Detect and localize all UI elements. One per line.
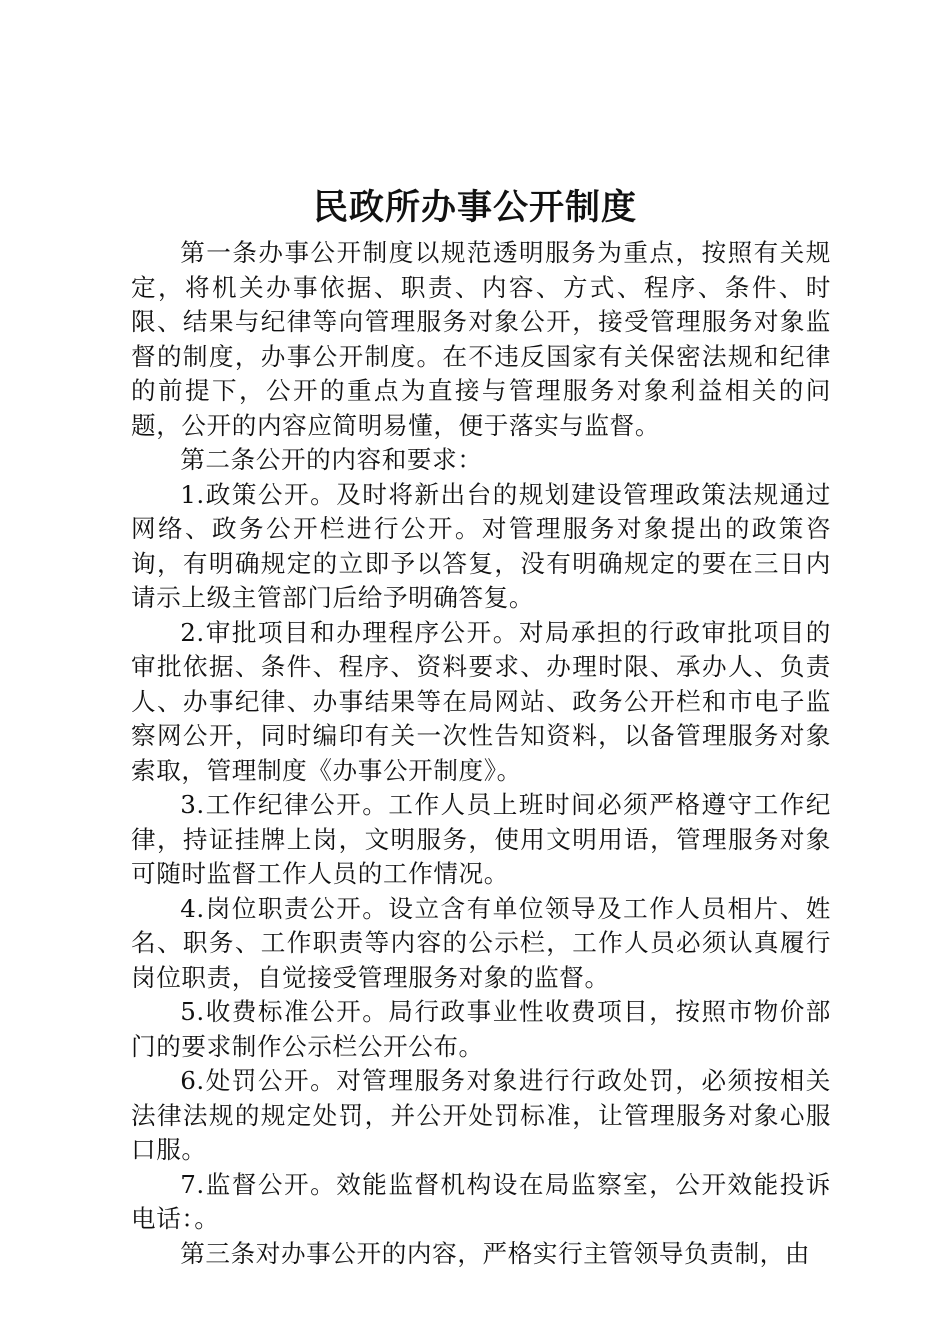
paragraph-item-6: 6.处罚公开。对管理服务对象进行行政处罚，必须按相关法律法规的规定处罚，并公开处罚标准，让管理服务对象心服口服。 <box>131 1066 831 1164</box>
paragraph-item-4: 4.岗位职责公开。设立含有单位领导及工作人员相片、姓名、职务、工作职责等内容的公示栏，工作人员必须认真履行岗位职责，自觉接受管理服务对象的监督。 <box>131 893 831 992</box>
paragraph-article-1: 第一条办事公开制度以规范透明服务为重点，按照有关规定，将机关办事依据、职责、内容、方式、程序、条件、时限、结果与纪律等向管理服务对象公开，接受管理服务对象监督的制度，办事公开制度。在不违反国家有关保密法规和纪律的前提下，公开的重点为直接与管理服务对象利益相关的问题，公开的内容应简明易懂，便于落实与监督。 <box>131 238 831 440</box>
paragraph-item-3: 3.工作纪律公开。工作人员上班时间必须严格遵守工作纪律，持证挂牌上岗，文明服务，使用文明用语，管理服务对象可随时监督工作人员的工作情况。 <box>131 790 831 888</box>
paragraph-item-2: 2.审批项目和办理程序公开。对局承担的行政审批项目的审批依据、条件、程序、资料要求、办理时限、承办人、负责人、办事纪律、办事结果等在局网站、政务公开栏和市电子监察网公开，同时编印有关一次性告知资料，以备管理服务对象索取，管理制度《办事公开制度》。 <box>131 617 831 785</box>
paragraph-item-1: 1.政策公开。及时将新出台的规划建设管理政策法规通过网络、政务公开栏进行公开。对管理服务对象提出的政策咨询，有明确规定的立即予以答复，没有明确规定的要在三日内请示上级主管部门后给予明确答复。 <box>131 479 831 612</box>
paragraph-article-2-heading: 第二条公开的内容和要求： <box>180 445 483 474</box>
document-title: 民政所办事公开制度 <box>312 188 637 228</box>
paragraph-item-7: 7.监督公开。效能监督机构设在局监察室，公开效能投诉电话：。 <box>131 1169 831 1233</box>
paragraph-article-3: 第三条对办事公开的内容，严格实行主管领导负责制，由 <box>180 1238 811 1268</box>
document-body <box>131 236 831 1271</box>
paragraph-item-5: 5.收费标准公开。局行政事业性收费项目，按照市物价部门的要求制作公示栏公开公布。 <box>131 997 831 1061</box>
